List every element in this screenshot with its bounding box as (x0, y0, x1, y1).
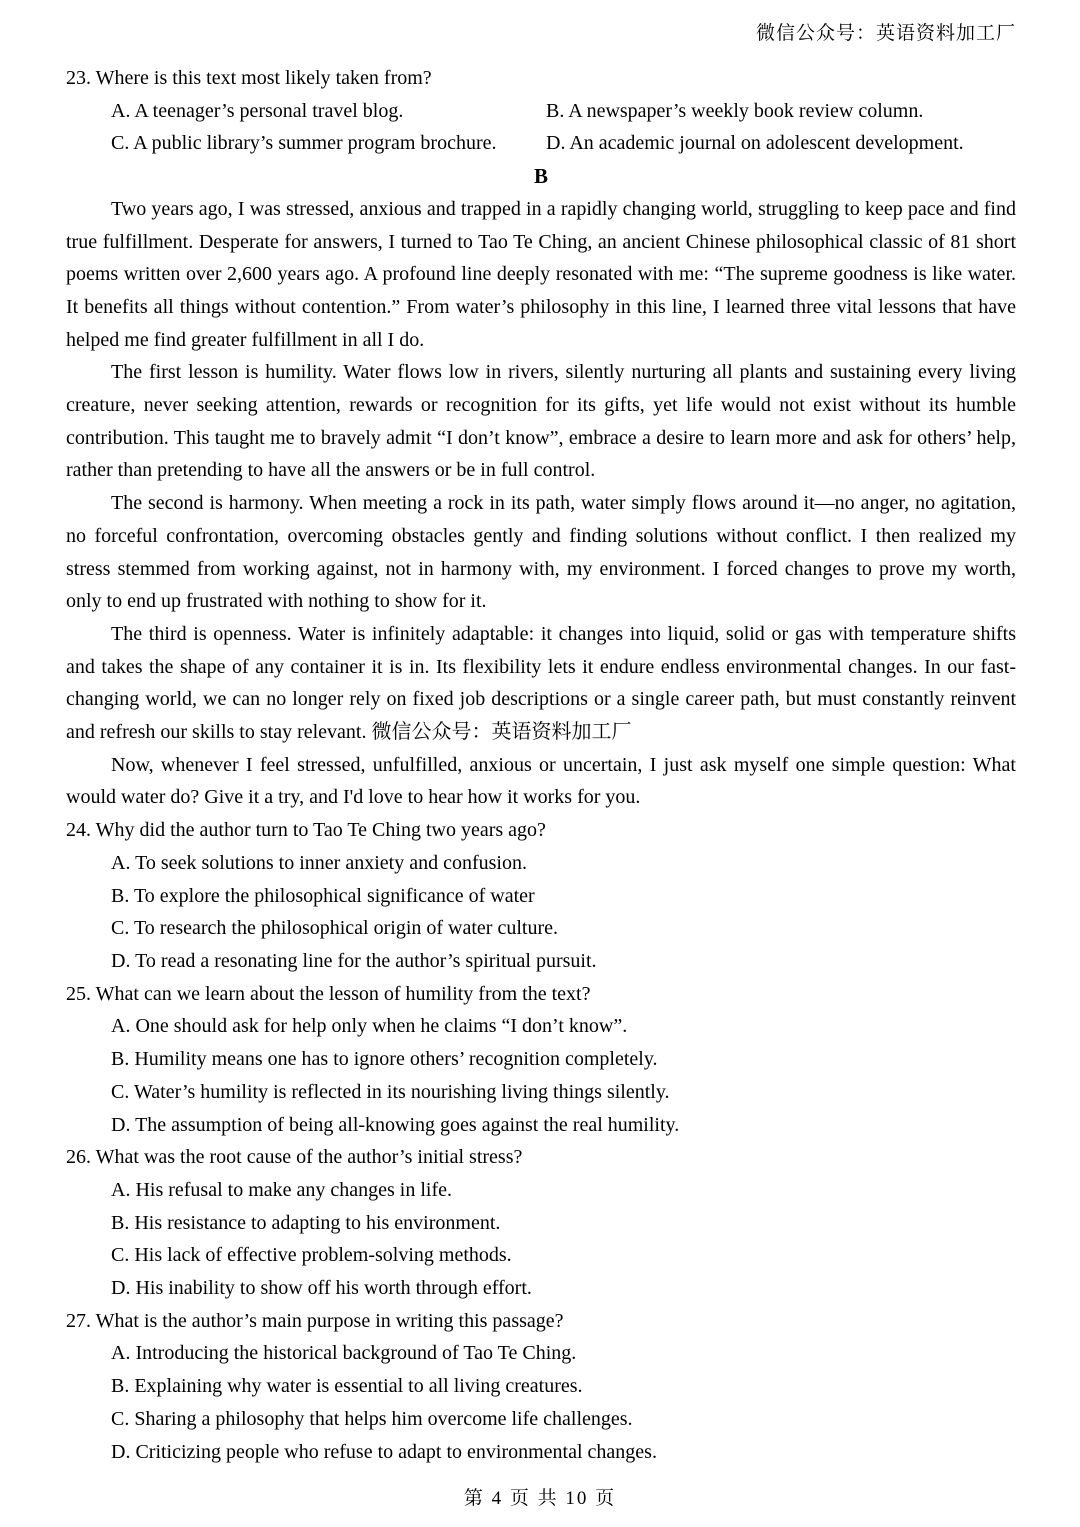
passage-paragraph-2: The first lesson is humility. Water flows low in rivers, silently nurturing all plants and sustaining every living creature, never seeking attention, rewards or recognition for its gifts, yet life would not exist without its humble contribution. This taught me to bravely admit “I don’t know”, embrace a desire to learn more and ask for others’ help, rather than pretending to have all the answers or be in full control. (66, 361, 1016, 482)
question-27-stem: 27. What is the author’s main purpose in writing this passage? (66, 1309, 564, 1332)
question-23-option-b: B. A newspaper’s weekly book review column. (546, 99, 924, 122)
question-23-option-d: D. An academic journal on adolescent development. (546, 132, 964, 155)
question-23-options-row-2 (66, 127, 1016, 160)
question-26 (66, 1141, 1016, 1305)
question-27 (66, 1305, 1016, 1469)
question-24-option-c: C. To research the philosophical origin of water culture. (111, 917, 558, 940)
question-27-option-b: B. Explaining why water is essential to all living creatures. (111, 1375, 583, 1398)
question-26-option-b: B. His resistance to adapting to his environment. (111, 1211, 501, 1234)
question-24 (66, 814, 1016, 978)
question-24-stem: 24. Why did the author turn to Tao Te Ching two years ago? (66, 819, 546, 842)
question-25-option-b: B. Humility means one has to ignore others’ recognition completely. (111, 1048, 658, 1071)
question-25-option-a: A. One should ask for help only when he claims “I don’t know”. (111, 1015, 628, 1038)
question-24-option-d: D. To read a resonating line for the author’s spiritual pursuit. (111, 949, 597, 972)
question-23-stem: 23. Where is this text most likely taken from? (66, 67, 432, 89)
passage-paragraph-1: Two years ago, I was stressed, anxious and trapped in a rapidly changing world, struggling to keep pace and find true fulfillment. Desperate for answers, I turned to Tao Te Ching, an ancient Chinese philosophical classic of 81 short poems written over 2,600 years ago. A profound line deeply resonated with me: “The supreme goodness is like water. It benefits all things without contention.” From water’s philosophy in this line, I learned three vital lessons that have helped me find greater fulfillment in all I do. (66, 197, 1016, 351)
wechat-watermark-header: 微信公众号：英语资料加工厂 (755, 23, 1016, 44)
passage-paragraph-5: Now, whenever I feel stressed, unfulfilled, anxious or uncertain, I just ask myself one simple question: What would water do? Give it a try, and I'd love to hear how it works for you. (66, 753, 1016, 809)
question-26-option-c: C. His lack of effective problem-solving methods. (111, 1244, 512, 1267)
question-27-option-c: C. Sharing a philosophy that helps him overcome life challenges. (111, 1407, 633, 1430)
question-25-option-c: C. Water’s humility is reflected in its nourishing living things silently. (111, 1080, 670, 1103)
question-27-option-a: A. Introducing the historical background of Tao Te Ching. (111, 1342, 577, 1365)
question-23-options-row-1 (66, 95, 1016, 128)
question-23-option-c: C. A public library’s summer program brochure. (111, 132, 497, 155)
question-26-stem: 26. What was the root cause of the author’s initial stress? (66, 1146, 523, 1169)
passage-paragraph-4: The third is openness. Water is infinitely adaptable: it changes into liquid, solid or gas with temperature shifts and takes the shape of any container it is in. Its flexibility lets it endure endless environmental changes. In our fast-changing world, we can no longer rely on fixed job descriptions or a single career path, but must constantly reinvent and refresh our skills to stay relevant. 微信公众号：英语资料加工厂 (66, 622, 1016, 744)
question-26-option-a: A. His refusal to make any changes in life. (111, 1178, 453, 1201)
page-number-footer: 第 4 页 共 10 页 (463, 1488, 617, 1509)
passage-section-label: B (533, 164, 548, 189)
question-25-stem: 25. What can we learn about the lesson of humility from the text? (66, 982, 591, 1005)
question-23 (66, 62, 1016, 160)
question-23-option-a: A. A teenager’s personal travel blog. (111, 99, 404, 122)
question-24-option-b: B. To explore the philosophical significance of water (111, 884, 535, 907)
reading-passage (66, 193, 1016, 814)
passage-paragraph-3: The second is harmony. When meeting a rock in its path, water simply flows around it—no anger, no agitation, no forceful confrontation, overcoming obstacles gently and finding solutions without conflict. I then realized my stress stemmed from working against, not in harmony with, my environment. I forced changes to prove my worth, only to end up frustrated with nothing to show for it. (66, 492, 1016, 613)
question-26-option-d: D. His inability to show off his worth through effort. (111, 1277, 532, 1300)
question-27-option-d: D. Criticizing people who refuse to adapt to environmental changes. (111, 1440, 657, 1463)
question-24-option-a: A. To seek solutions to inner anxiety and confusion. (111, 851, 527, 874)
question-25 (66, 978, 1016, 1142)
question-25-option-d: D. The assumption of being all-knowing goes against the real humility. (111, 1113, 680, 1136)
